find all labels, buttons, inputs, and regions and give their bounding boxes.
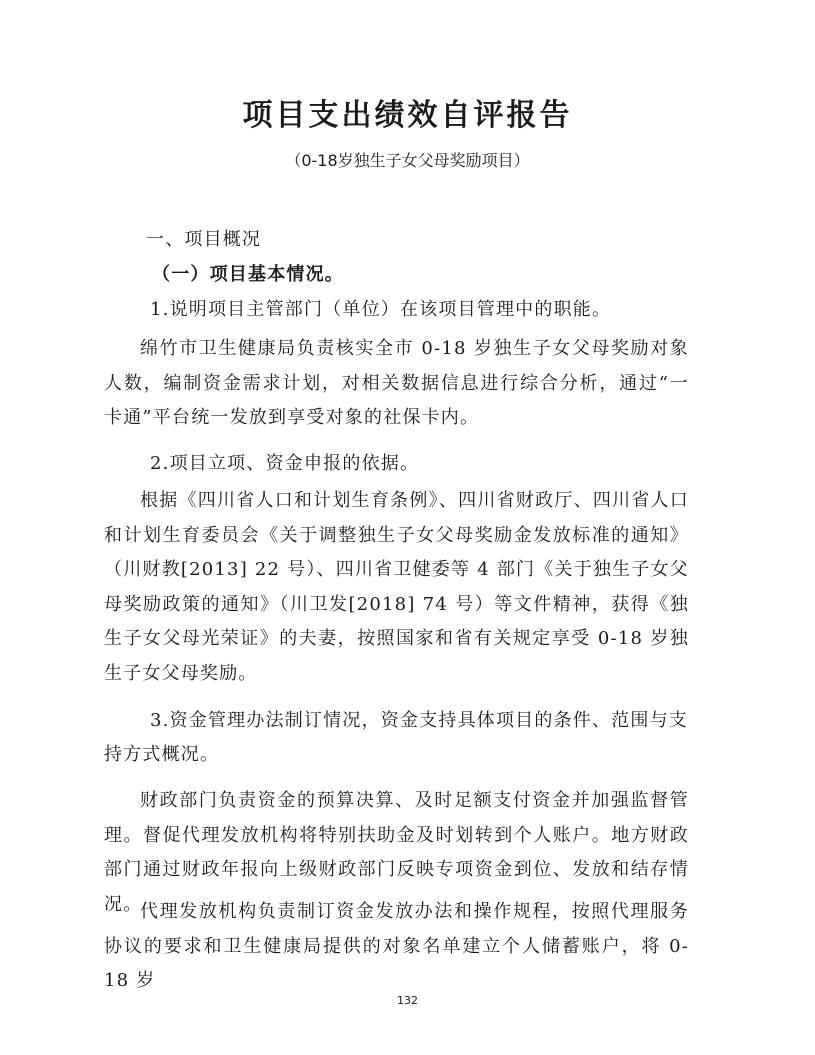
item-3-heading-line2: 持方式概况。 xyxy=(104,744,220,765)
subsection-heading: （一）项目基本情况。 xyxy=(152,264,344,285)
item-2-body: 根据《四川省人口和计划生育条例》、四川省财政厅、四川省人口和计划生育委员会《关于调整独生子女父母奖励金发放标准的通知》（川财教[2013] 22 号）、四川省卫健委等 4 部门《关于独生子女父母奖励政策的通知》（川卫发[2018] 74 号）等文件精神，获得《独生子女父母光荣证》的夫妻，按照国家和省有关规定享受 0-18 岁独生子女父母奖励。 xyxy=(104,490,689,684)
item-1-body: 绵竹市卫生健康局负责核实全市 0-18 岁独生子女父母奖励对象人数，编制资金需求计划，对相关数据信息进行综合分析，通过“一卡通”平台统一发放到享受对象的社保卡内。 xyxy=(104,338,689,428)
section-heading: 一、项目概况 xyxy=(146,229,262,250)
item-3-heading-line1: 3.资金管理办法制订情况，资金支持具体项目的条件、范围与支 xyxy=(150,710,688,731)
item-3-body-paragraph-2: 代理发放机构负责制订资金发放办法和操作规程，按照代理服务协议的要求和卫生健康局提供的对象名单建立个人储蓄账户，将 0-18 岁 xyxy=(104,901,689,991)
page-number: 132 xyxy=(397,994,418,1007)
document-title: 项目支出绩效自评报告 xyxy=(242,98,573,133)
item-3-body-paragraph-1: 财政部门负责资金的预算决算、及时足额支付资金并加强监督管理。督促代理发放机构将特别扶助金及时划转到个人账户。地方财政部门通过财政年报向上级财政部门反映专项资金到位、发放和结存情况。 xyxy=(104,790,689,915)
item-1-heading: 1.说明项目主管部门（单位）在该项目管理中的职能。 xyxy=(150,299,612,320)
document-subtitle: （0-18岁独生子女父母奖励项目） xyxy=(285,151,530,170)
item-2-heading: 2.项目立项、资金申报的依据。 xyxy=(150,453,420,474)
